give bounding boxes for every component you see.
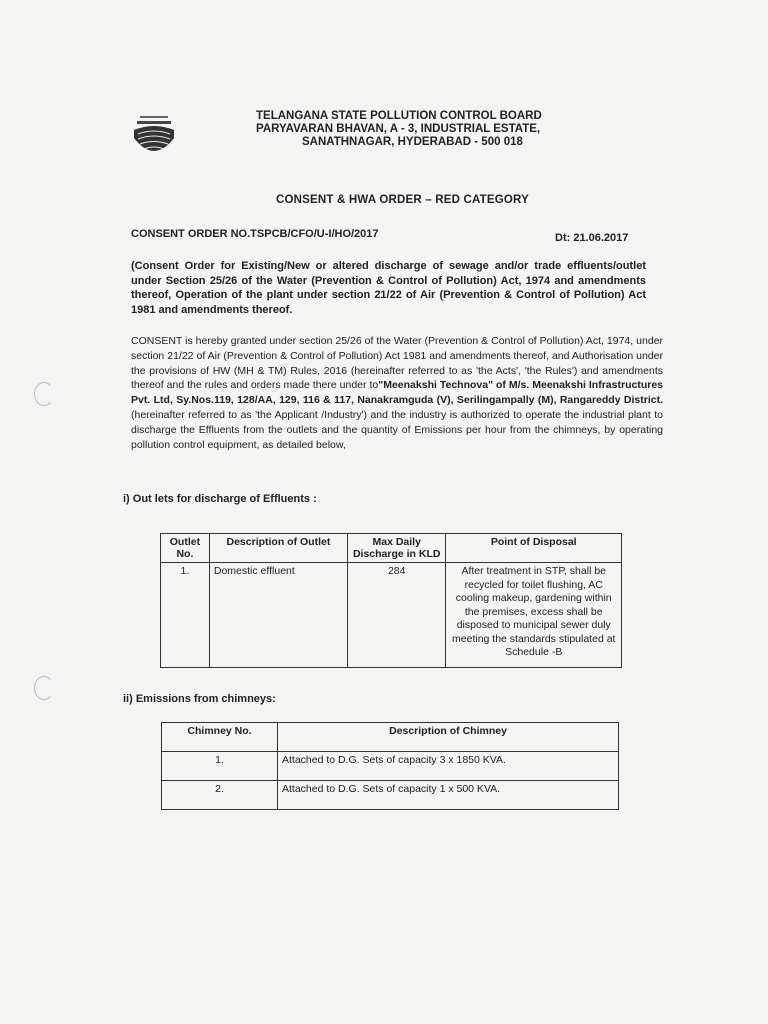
consent-preamble: (Consent Order for Existing/New or altered discharge of sewage and/or trade effluents/outlet under Section 25/26 of the Water (Prevention & Control of Pollution) Act, 1974 and amendments thereof, Operation of the plant under section 21/22 of Air (Prevention & Control of Pollution) Act 1981 and amendments thereof. (131, 260, 646, 316)
col-max-discharge: Max Daily Discharge in KLD (347, 534, 446, 563)
consent-body-applicant: "Meenakshi Technova" of M/s. Meenakshi Infrastructures Pvt. Ltd, Sy.Nos.119, 128/AA, 129, 116 & 117, Nanakramguda (V), Serilingampally (M), Rangareddy District. (131, 379, 663, 407)
table-row (162, 752, 619, 781)
cell-chimney-description: Attached to D.G. Sets of capacity 3 x 1850 KVA. (278, 752, 619, 781)
col-outlet-no: Outlet No. (161, 534, 210, 563)
table-row (161, 563, 622, 668)
table-header-row (161, 534, 622, 563)
consent-order-number: CONSENT ORDER NO.TSPCB/CFO/U-I/HO/2017 (131, 228, 379, 240)
consent-body-text2: (hereinafter referred to as 'the Applicant /Industry') and the industry is authorized to operate the industrial plant to discharge the Effluents from the outlets and the quantity of Emissions per hour from the chimneys, by operating pollution control equipment, as detailed below, (131, 408, 663, 451)
col-chimney-no: Chimney No. (162, 723, 278, 752)
cell-point-of-disposal: After treatment in STP, shall be recycled for toilet flushing, AC cooling makeup, gardening within the premises, excess shall be disposed to municipal sewer duly meeting the standards stipulated at Schedule -B (446, 563, 622, 668)
cell-outlet-no: 1. (161, 563, 210, 668)
chimneys-table (161, 722, 619, 810)
table-header-row (162, 723, 619, 752)
col-point-of-disposal: Point of Disposal (446, 534, 622, 563)
section-chimneys-title: ii) Emissions from chimneys: (123, 693, 276, 705)
board-name: TELANGANA STATE POLLUTION CONTROL BOARD (256, 110, 542, 122)
punch-hole-mark (34, 382, 54, 406)
table-row (162, 781, 619, 810)
cell-chimney-no: 2. (162, 781, 278, 810)
board-address-line2: SANATHNAGAR, HYDERABAD - 500 018 (302, 136, 523, 148)
punch-hole-mark (34, 676, 54, 700)
cell-chimney-description: Attached to D.G. Sets of capacity 1 x 500 KVA. (278, 781, 619, 810)
board-address-line1: PARYAVARAN BHAVAN, A - 3, INDUSTRIAL ESTATE, (256, 123, 541, 135)
cell-max-discharge: 284 (347, 563, 446, 668)
effluents-table (160, 533, 622, 668)
order-title: CONSENT & HWA ORDER – RED CATEGORY (276, 194, 529, 206)
section-effluents-title: i) Out lets for discharge of Effluents : (123, 493, 317, 505)
letterhead (256, 110, 566, 149)
consent-order-date: Dt: 21.06.2017 (555, 232, 629, 244)
col-chimney-description: Description of Chimney (278, 723, 619, 752)
tspcb-logo-icon (132, 112, 176, 164)
col-description: Description of Outlet (209, 534, 347, 563)
consent-body-text1: CONSENT is hereby granted under section 25/26 of the Water (Prevention & Control of Pollution) Act, 1974, under section 21/22 of Air (Prevention & Control of Pollution) Act 1981 and amendments thereof, and Authorisation under the provisions of HW (MH & TM) Rules, 2016 (hereinafter referred to as 'the Acts', 'the Rules') and amendments thereof and the rules and orders made there under to (131, 335, 663, 392)
cell-chimney-no: 1. (162, 752, 278, 781)
cell-description: Domestic effluent (209, 563, 347, 668)
consent-body (131, 334, 663, 452)
